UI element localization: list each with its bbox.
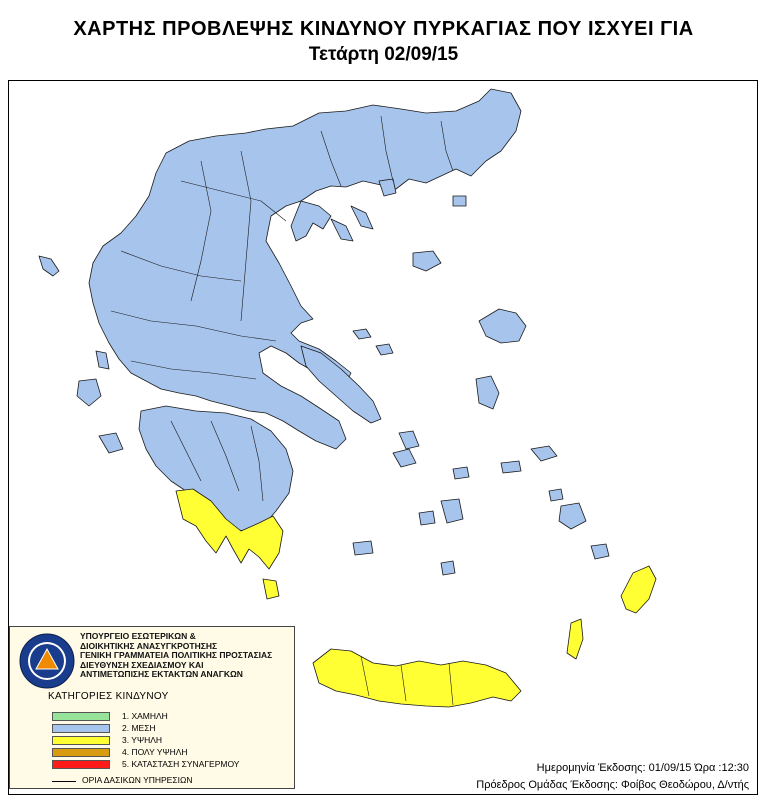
legend-label-low: 1. ΧΑΜΗΛΗ: [122, 711, 168, 721]
region-thassos: [379, 179, 396, 196]
region-lesvos: [479, 309, 526, 343]
legend-categories-title: ΚΑΤΗΓΟΡΙΕΣ ΚΙΝΔΥΝΟΥ: [48, 691, 169, 702]
region-ikaria: [501, 461, 521, 473]
legend-boundary-label: ΟΡΙΑ ΔΑΣΙΚΩΝ ΥΠΗΡΕΣΙΩΝ: [82, 775, 193, 785]
region-chios: [476, 376, 499, 409]
region-rhodes: [621, 566, 656, 613]
legend-swatch-very-high: [52, 748, 110, 757]
legend-label-high: 3. ΥΨΗΛΗ: [122, 735, 163, 745]
civil-protection-logo: [18, 632, 76, 690]
region-milos: [353, 541, 373, 555]
region-naxos: [441, 499, 463, 523]
region-skyros: [399, 431, 419, 449]
region-andros: [393, 449, 416, 467]
region-corfu: [39, 256, 59, 276]
legend-swatch-low: [52, 712, 110, 721]
issue-date: Ημερομηνία Έκδοσης: 01/09/15 Ώρα :12:30: [536, 762, 749, 774]
legend-box: [9, 626, 295, 789]
legend-boundary-line: [52, 781, 76, 782]
region-kefalonia: [77, 379, 101, 406]
region-limnos: [413, 251, 441, 271]
legend-swatch-medium: [52, 724, 110, 733]
region-lefkada: [96, 351, 109, 369]
region-santorini: [441, 561, 455, 575]
map-date: Τετάρτη 02/09/15: [308, 44, 459, 65]
legend-swatch-alert: [52, 760, 110, 769]
region-zakynthos: [99, 433, 123, 453]
region-mykonos: [453, 467, 469, 479]
region-samothraki: [453, 196, 466, 206]
region-halkidiki: [291, 201, 373, 241]
legend-label-medium: 2. ΜΕΣΗ: [122, 723, 156, 733]
legend-label-very-high: 4. ΠΟΛΥ ΥΨΗΛΗ: [122, 747, 188, 757]
issuer-name: Πρόεδρος Ομάδας Έκδοσης: Φοίβος Θεοδώρου, Δ/ντής: [476, 779, 749, 791]
region-sporades: [353, 329, 393, 355]
region-karpathos: [567, 619, 583, 659]
legend-label-alert: 5. ΚΑΤΑΣΤΑΣΗ ΣΥΝΑΓΕΡΜΟΥ: [122, 759, 240, 769]
region-mainland: [89, 89, 521, 449]
region-samos: [531, 446, 557, 461]
region-kythira: [263, 579, 279, 599]
map-title: ΧΑΡΤΗΣ ΠΡΟΒΛΕΨΗΣ ΚΙΝΔΥΝΟΥ ΠΥΡΚΑΓΙΑΣ ΠΟΥ ΙΣΧΥΕΙ ΓΙΑ: [73, 18, 694, 40]
region-paros: [419, 511, 435, 525]
legend-organization: ΥΠΟΥΡΓΕΙΟ ΕΣΩΤΕΡΙΚΩΝ & ΔΙΟΙΚΗΤΙΚΗΣ ΑΝΑΣΥΓΚΡΟΤΗΣΗΣ ΓΕΝΙΚΗ ΓΡΑΜΜΑΤΕΙΑ ΠΟΛΙΤΙΚΗΣ ΠΡΟΣΤΑΣΙΑΣ ΔΙΕΥΘΥΝΣΗ ΣΧΕΔΙΑΣΜΟΥ ΚΑΙ ΑΝΤΙΜΕΤΩΠΙΣΗΣ ΕΚΤΑΚΤΩΝ ΑΝΑΓΚΩΝ: [80, 631, 273, 680]
legend-swatch-high: [52, 736, 110, 745]
region-dodecanese: [549, 489, 609, 559]
region-crete: [313, 649, 521, 707]
